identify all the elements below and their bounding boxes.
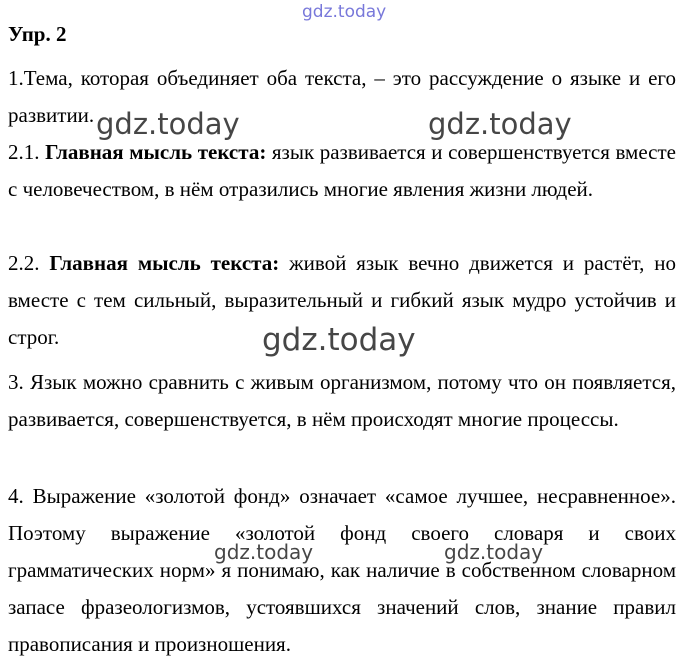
watermark-4: gdz.today [214, 540, 314, 564]
paragraph-2-1 [8, 134, 676, 208]
paragraph-2-1-bold: Главная мысль текста: [45, 140, 267, 164]
paragraph-3 [8, 364, 676, 438]
paragraph-2-1-text: язык развивается и совершенствуется вместе с человечеством, в нём отразились многие явления жизни людей. [8, 140, 676, 201]
watermark-top: gdz.today [302, 2, 387, 22]
watermark-3: gdz.today [262, 322, 416, 358]
paragraph-2-2 [8, 245, 676, 356]
paragraph-3-text: 3. Язык можно сравнить с живым организмом, потому что он появляется, развивается, совершенствуется, в нём происходят многие процессы. [8, 370, 676, 431]
paragraph-2-2-bold: Главная мысль текста: [49, 251, 280, 275]
watermark-5: gdz.today [444, 540, 544, 564]
paragraph-2-2-prefix: 2.2. [8, 251, 50, 275]
exercise-title: Упр. 2 [8, 22, 67, 46]
watermark-1: gdz.today [96, 107, 240, 141]
paragraph-1 [8, 60, 676, 134]
paragraph-4-text: 4. Выражение «золотой фонд» означает «самое лучшее, несравненное». Поэтому выражение «золотой фонд своего словаря и своих грамматических норм» я понимаю, как наличие в собственном словарном запасе фразеологизмов, устоявшихся значений слов, знание правил правописания и произношения. [8, 484, 676, 656]
paragraph-4 [8, 478, 676, 663]
paragraph-2-2-text: живой язык вечно движется и растёт, но вместе с тем сильный, выразительный и гибкий язык мудро устойчив и строг. [8, 251, 676, 349]
paragraph-1-text: 1.Тема, которая объединяет оба текста, – это рассуждение о языке и его развитии. [8, 66, 676, 127]
watermark-2: gdz.today [428, 107, 572, 141]
paragraph-2-1-prefix: 2.1. [8, 140, 46, 164]
